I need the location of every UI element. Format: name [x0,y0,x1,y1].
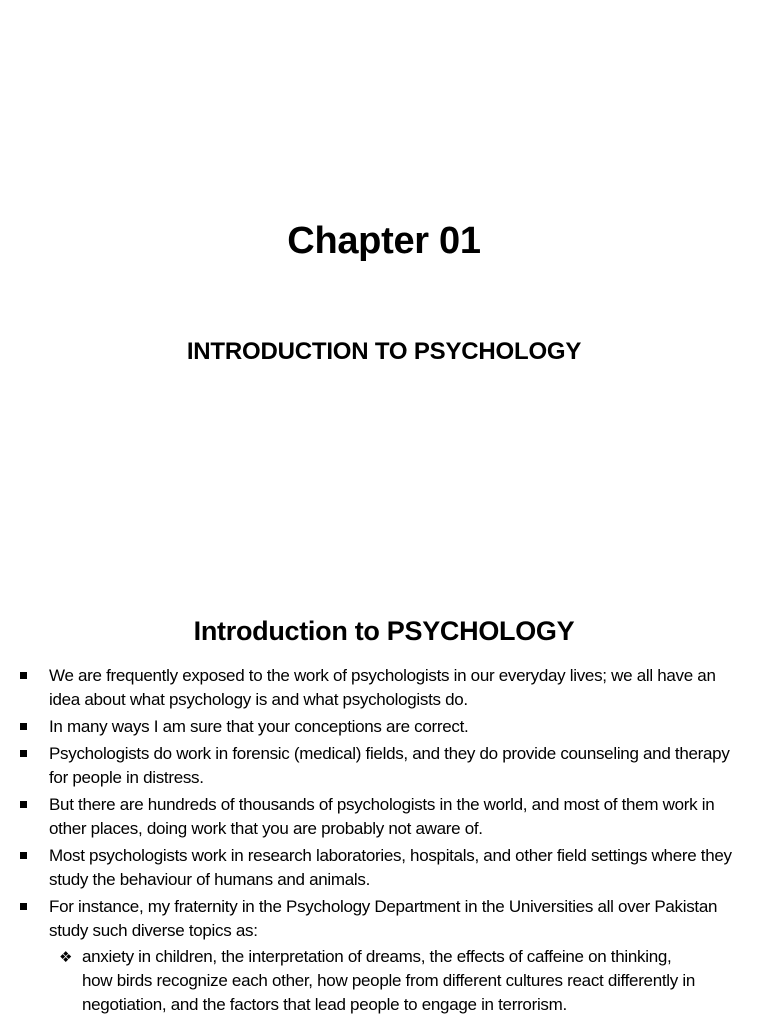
bullet-list [0,664,748,1020]
bullet-text: Most psychologists work in research laboratories, hospitals, and other field settings where they study the behaviour of humans and animals. [49,846,732,889]
bullet-item [0,742,748,790]
bullet-text: But there are hundreds of thousands of psychologists in the world, and most of them work in other places, doing work that you are probably not aware of. [49,795,715,838]
bullet-item [0,844,748,892]
bullet-text: We are frequently exposed to the work of psychologists in our everyday lives; we all have an idea about what psychology is and what psychologists do. [49,666,716,709]
chapter-title: Chapter 01 [287,220,481,262]
square-bullet-icon [20,672,27,679]
bullet-item [0,895,748,1017]
content-slide [0,576,768,1024]
bullet-item [0,793,748,841]
sub-bullet-item [0,945,699,1017]
bullet-text: In many ways I am sure that your conceptions are correct. [49,717,469,736]
square-bullet-icon [20,723,27,730]
square-bullet-icon [20,903,27,910]
chapter-subtitle: INTRODUCTION TO PSYCHOLOGY [186,338,582,365]
bullet-text: For instance, my fraternity in the Psychology Department in the Universities all over Pakistan study such diverse topics as: [49,897,718,940]
bullet-item [0,664,748,712]
bullet-item [0,715,748,739]
square-bullet-icon [20,750,27,757]
bullet-text: Psychologists do work in forensic (medical) fields, and they do provide counseling and therapy for people in distress. [49,744,730,787]
sub-bullet-text: anxiety in children, the interpretation of dreams, the effects of caffeine on thinking, how birds recognize each other, how people from different cultures react differently in negotiation, and the factors that lead people to engage in terrorism. [82,947,696,1014]
sub-bullet-list [0,945,699,1017]
slide-heading: Introduction to PSYCHOLOGY [193,616,575,646]
square-bullet-icon [20,801,27,808]
four-diamond-bullet-icon: ❖ [59,948,73,966]
square-bullet-icon [20,852,27,859]
